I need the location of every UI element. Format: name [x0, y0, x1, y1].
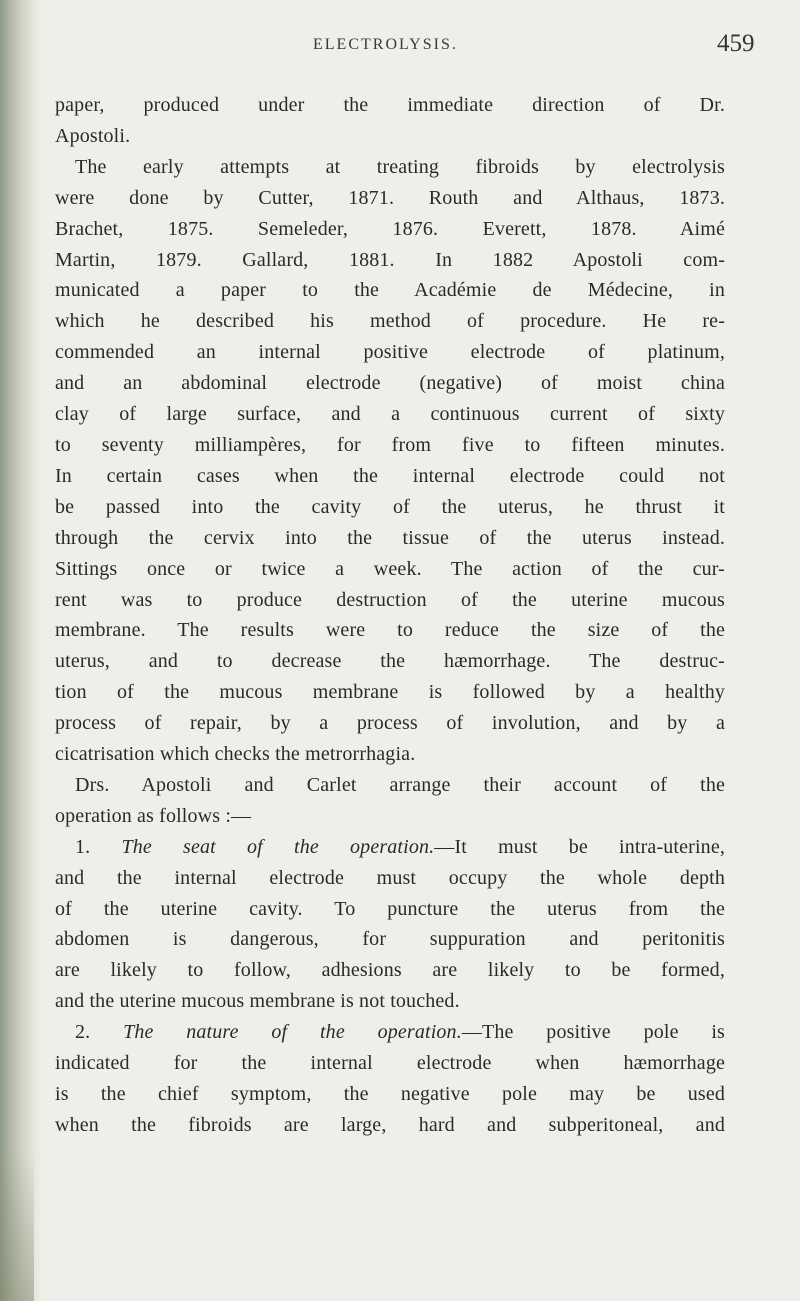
- text-line: were done by Cutter, 1871. Routh and Althaus, 1873.: [55, 186, 725, 209]
- text-line: which he described his method of procedure. He re-: [55, 310, 725, 333]
- text-line: tion of the mucous membrane is followed by a healthy: [55, 681, 725, 704]
- text-line: Drs. Apostoli and Carlet arrange their account of the: [75, 773, 725, 796]
- text-line: paper, produced under the immediate direction of Dr.: [55, 94, 725, 116]
- text-line: uterus, and to decrease the hæmorrhage. The destruc-: [55, 650, 725, 673]
- text-line: The early attempts at treating fibroids by electrolysis: [75, 155, 725, 178]
- text-line: municated a paper to the Académie de Médecine, in: [55, 279, 725, 302]
- text-line: through the cervix into the tissue of the uterus instead.: [55, 526, 725, 549]
- text-line: and the uterine mucous membrane is not touched.: [55, 990, 460, 1013]
- text-line: Apostoli.: [55, 124, 131, 147]
- text-line: clay of large surface, and a continuous current of sixty: [55, 403, 725, 426]
- text-line: abdomen is dangerous, for suppuration and peritonitis: [55, 928, 725, 951]
- text-line: Martin, 1879. Gallard, 1881. In 1882 Apostoli com-: [55, 248, 725, 271]
- binding-gutter-stain: [0, 1150, 34, 1301]
- body-text: [55, 90, 725, 1141]
- text-line: and an abdominal electrode (negative) of moist china: [55, 372, 725, 395]
- item-text: —The positive pole is: [461, 1021, 725, 1044]
- text-line: membrane. The results were to reduce the size of the: [55, 619, 725, 642]
- text-line: commended an internal positive electrode of platinum,: [55, 341, 725, 364]
- item-heading: The seat of the operation.: [121, 835, 435, 858]
- item-text: —It must be intra-uterine,: [434, 835, 725, 858]
- paragraph-intro: [55, 770, 725, 832]
- page-number: 459: [717, 30, 755, 57]
- binding-gutter-shadow: [0, 0, 42, 1301]
- text-line: process of repair, by a process of involution, and by a: [55, 712, 725, 735]
- text-line: is the chief symptom, the negative pole may be used: [55, 1083, 725, 1105]
- paragraph-seat: [55, 832, 725, 1017]
- paragraph-nature: [55, 1017, 725, 1141]
- text-line: [55, 1017, 725, 1048]
- text-line: and the internal electrode must occupy the whole depth: [55, 866, 725, 889]
- item-number: 1.: [75, 835, 91, 858]
- text-line: Sittings once or twice a week. The action of the cur-: [55, 557, 725, 580]
- item-number: 2.: [75, 1021, 91, 1044]
- paragraph-continuation: [55, 90, 725, 152]
- text-line: In certain cases when the internal electrode could not: [55, 464, 725, 487]
- text-line: when the fibroids are large, hard and subperitoneal, and: [55, 1113, 725, 1136]
- running-head: [0, 28, 800, 68]
- text-line: to seventy milliampères, for from five to fifteen minutes.: [55, 433, 725, 456]
- item-heading: The nature of the operation.: [123, 1021, 462, 1044]
- running-head-title: ELECTROLYSIS.: [313, 36, 458, 53]
- text-line: operation as follows :—: [55, 804, 252, 827]
- text-line: be passed into the cavity of the uterus, he thrust it: [55, 495, 725, 518]
- text-line: indicated for the internal electrode when hæmorrhage: [55, 1052, 725, 1075]
- text-line: cicatrisation which checks the metrorrhagia.: [55, 743, 416, 766]
- text-line: of the uterine cavity. To puncture the uterus from the: [55, 897, 725, 920]
- text-line: rent was to produce destruction of the uterine mucous: [55, 588, 725, 611]
- text-line: [55, 832, 725, 863]
- text-line: Brachet, 1875. Semeleder, 1876. Everett, 1878. Aimé: [55, 217, 725, 240]
- text-line: are likely to follow, adhesions are likely to be formed,: [55, 959, 725, 982]
- paragraph-history: [55, 152, 725, 770]
